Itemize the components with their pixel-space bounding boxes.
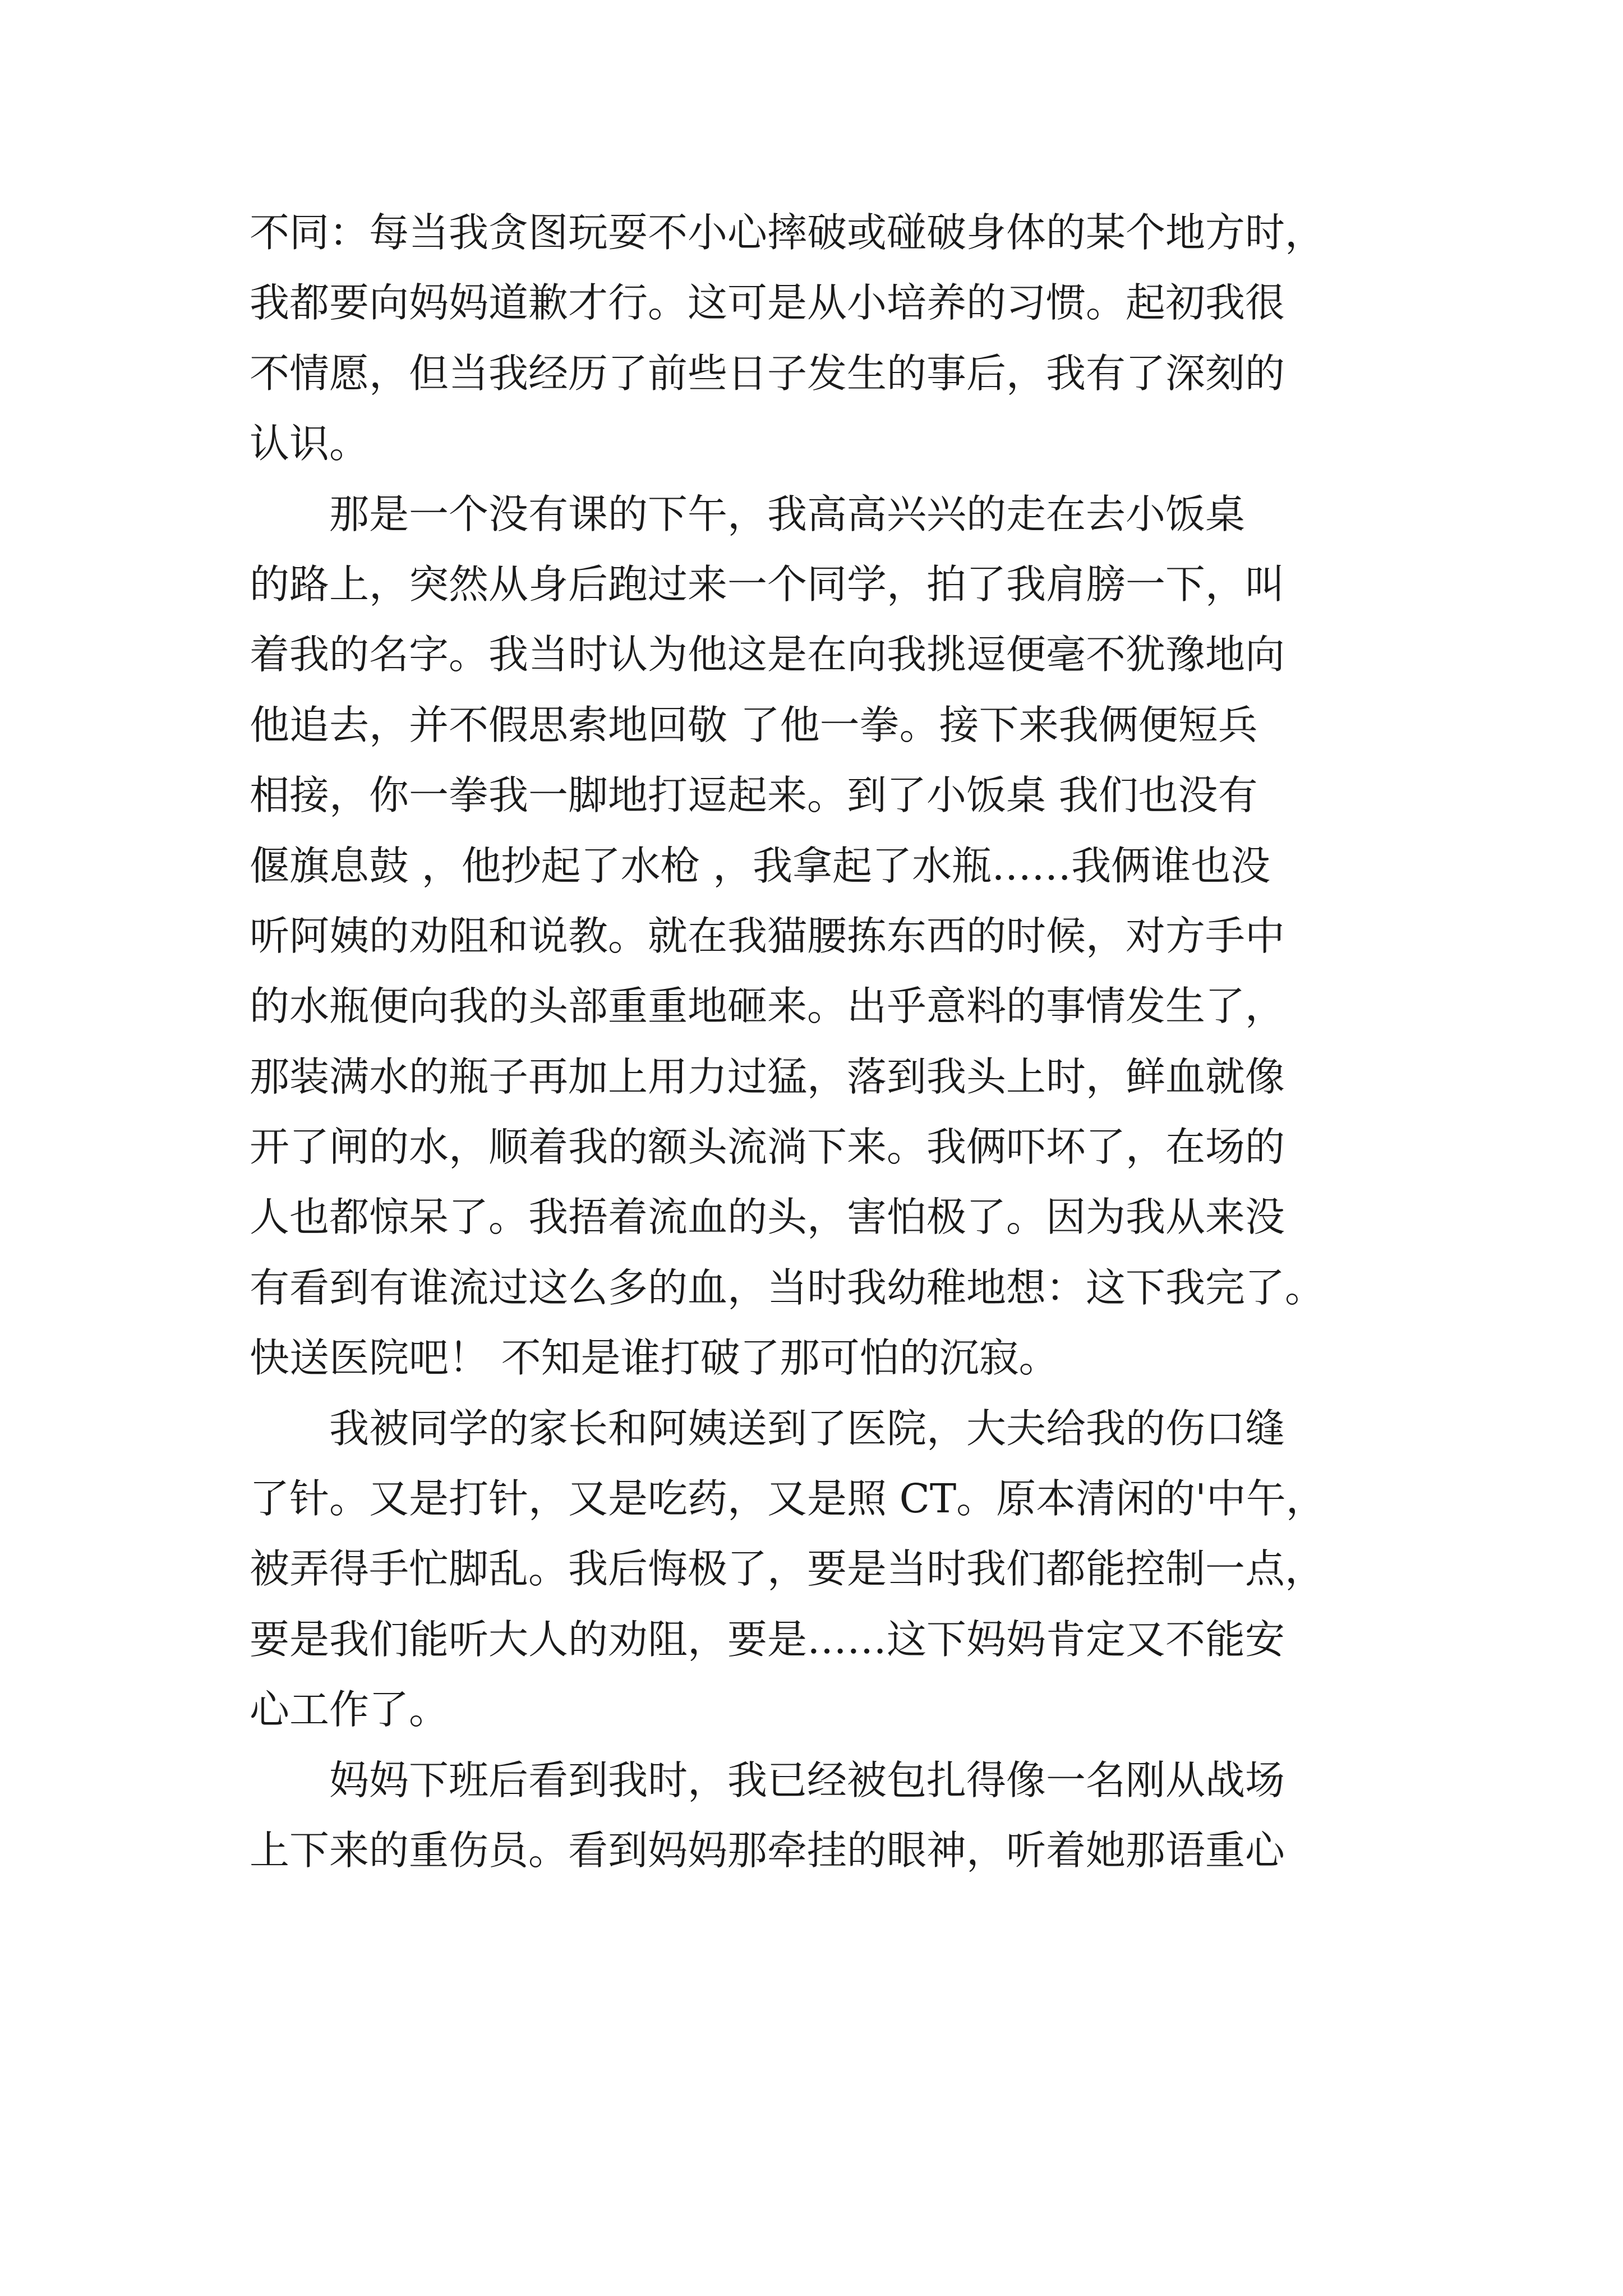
text-line: 要是我们能听大人的劝阻，要是……这下妈妈肯定又不能安 [250,1616,1285,1663]
text-line: 那是一个没有课的下午，我高高兴兴的走在去小饭桌 [250,490,1246,537]
text-line: 不同：每当我贪图玩耍不小心摔破或碰破身体的某个地方时， [250,209,1325,256]
text-line: 开了闸的水，顺着我的额头流淌下来。我俩吓坏了，在场的 [250,1124,1285,1171]
body-text [250,197,1438,1885]
text-line: 有看到有谁流过这么多的血，当时我幼稚地想：这下我完了。 [250,1264,1325,1311]
text-line: 偃旗息鼓 ，他抄起了水枪 ，我拿起了水瓶……我俩谁也没 [250,842,1271,889]
text-line: 妈妈下班后看到我时，我已经被包扎得像一名刚从战场 [250,1756,1285,1803]
text-line: 心工作了。 [250,1686,449,1733]
text-line: 相接，你一拳我一脚地打逗起来。到了小饭桌 我们也没有 [250,772,1258,819]
text-line: 那装满水的瓶子再加上用力过猛，落到我头上时，鲜血就像 [250,1053,1285,1100]
text-line: 上下来的重伤员。看到妈妈那牵挂的眼神，听着她那语重心 [250,1826,1285,1874]
text-line: 着我的名字。我当时认为他这是在向我挑逗便毫不犹豫地向 [250,631,1285,678]
text-line: 不情愿，但当我经历了前些日子发生的事后，我有了深刻的 [250,349,1285,397]
text-line: 快送医院吧！ 不知是谁打破了那可怕的沉寂。 [250,1335,1059,1382]
text-line: 我都要向妈妈道歉才行。这可是从小培养的习惯。起初我很 [250,279,1285,326]
text-line: 认识。 [250,420,370,467]
text-line: 的路上，突然从身后跑过来一个同学，拍了我肩膀一下，叫 [250,560,1285,608]
text-line: 听阿姨的劝阻和说教。就在我猫腰拣东西的时候，对方手中 [250,912,1285,959]
text-line: 的水瓶便向我的头部重重地砸来。出乎意料的事情发生了， [250,983,1285,1030]
text-line: 被弄得手忙脚乱。我后悔极了，要是当时我们都能控制一点， [250,1545,1325,1593]
text-line: 我被同学的家长和阿姨送到了医院，大夫给我的伤口缝 [250,1405,1285,1452]
text-line: 人也都惊呆了。我捂着流血的头，害怕极了。因为我从来没 [250,1194,1285,1241]
text-line: 了针。又是打针，又是吃药，又是照 CT。原本清闲的'中午， [250,1475,1326,1522]
text-line: 他追去，并不假思索地回敬 了他一拳。接下来我俩便短兵 [250,701,1258,748]
